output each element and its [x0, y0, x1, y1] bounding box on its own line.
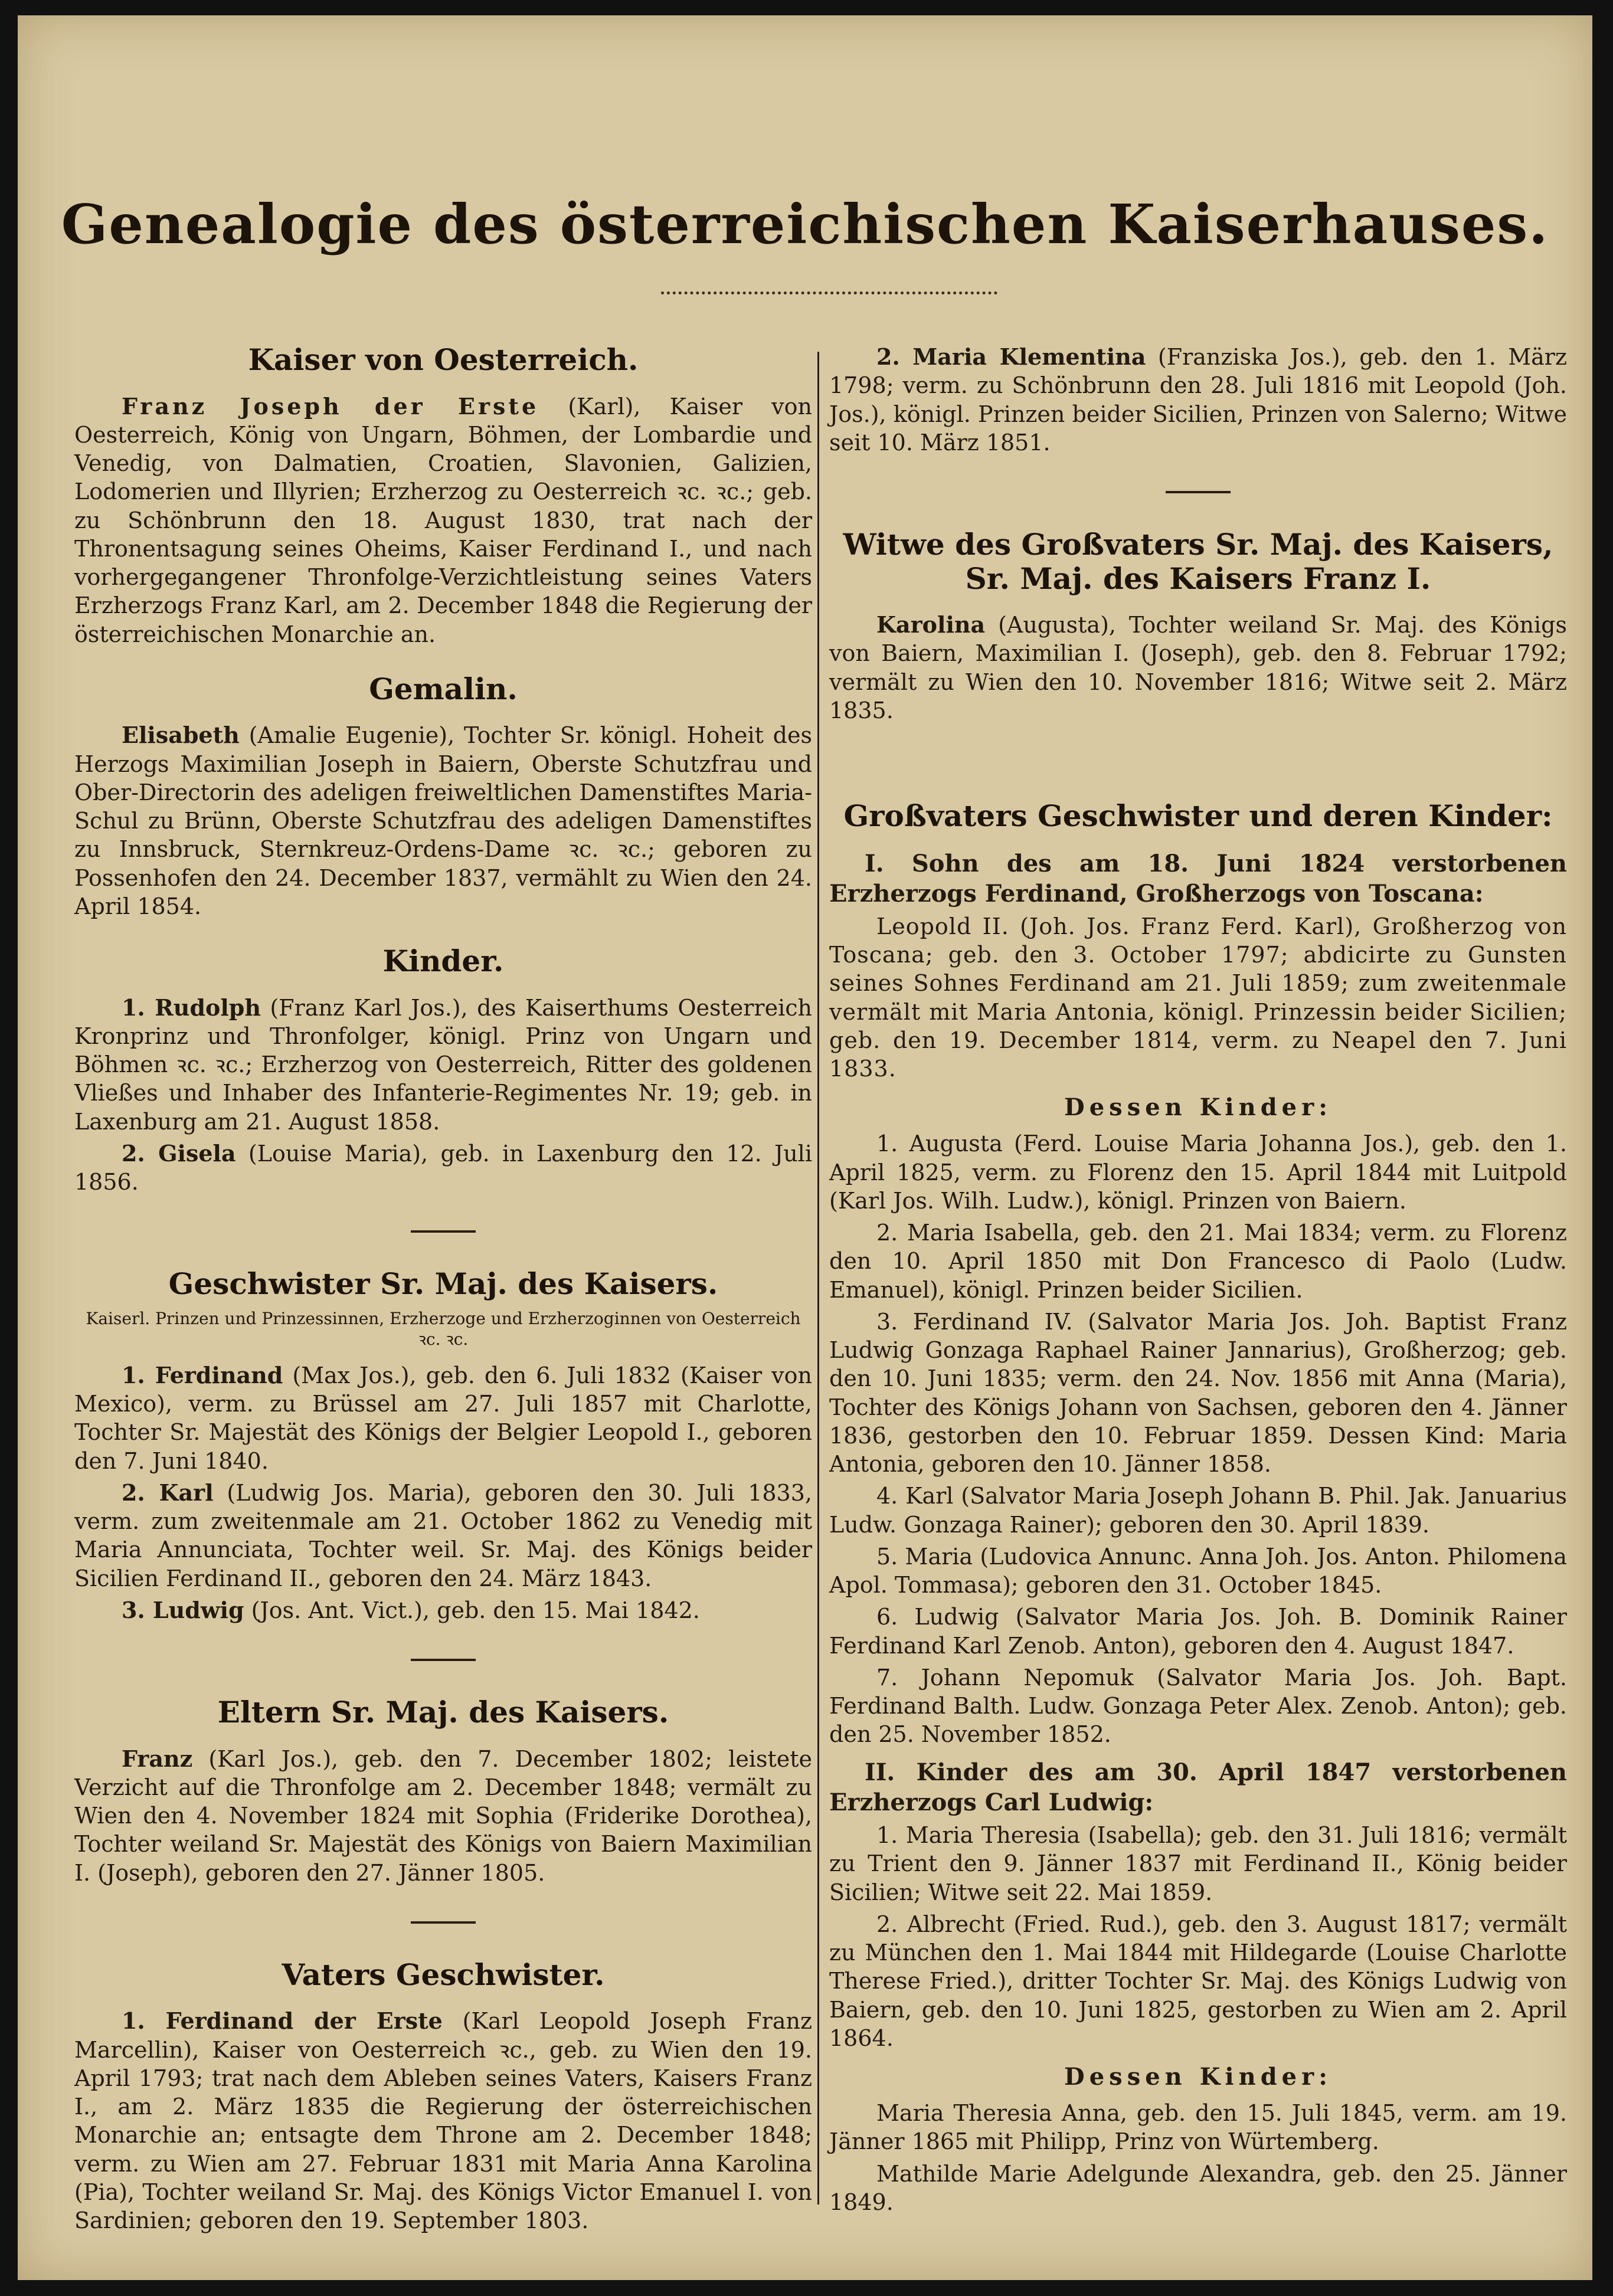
list-item-toscana: 6. Ludwig (Salvator Maria Jos. Joh. B. Dominik Rainer Ferdinand Karl Zenob. Anton), geboren den 4. August 1847.	[829, 1604, 1567, 1659]
paragraph-kaiser	[74, 392, 812, 648]
list-item-kinder	[74, 1139, 812, 1197]
name-eltern: Franz	[122, 1745, 193, 1772]
text-geschwister: (Ludwig Jos. Maria), geboren den 30. Juli 1833, verm. zum zweitenmale am 21. October 1862 zu Venedig mit Maria Annunciata, Tochter weil. Sr. Maj. des Königs beider Sicilien Ferdinand II., geboren den 24. März 1843.	[74, 1479, 812, 1591]
text-ferdinand: (Karl Leopold Joseph Franz Marcellin), Kaiser von Oesterreich ꝛc., geb. zu Wien den 19. April 1793; trat nach dem Ableben seines Vaters, Kaisers Franz I., am 2. März 1835 die Regierung der österreichischen Monarchie an; entsagte dem Throne am 2. December 1848; verm. zu Wien am 27. Februar 1831 mit Maria Anna Karolina (Pia), Tochter weiland Sr. Maj. des Königs Victor Emanuel I. von Sardinien; geboren den 19. September 1803.	[74, 2008, 812, 2233]
paragraph-eltern	[74, 1745, 812, 1887]
list-item-carl-ludwig: 1. Maria Theresia (Isabella); geb. den 31. Juli 1816; vermält zu Trient den 9. Jänner 1837 mit Ferdinand II., König beider Sicilien; Witwe seit 22. Mai 1859.	[829, 1822, 1567, 1905]
title-divider	[661, 291, 997, 294]
section-rule	[411, 1659, 476, 1661]
name-gemalin: Elisabeth	[122, 722, 240, 749]
paragraph-witwe	[829, 611, 1567, 725]
spacer	[829, 728, 1567, 799]
heading-grossvaters: Großvaters Geschwister und deren Kinder:	[843, 798, 1553, 833]
name-geschwister: 1. Ferdinand	[122, 1361, 283, 1388]
lead-carl-ludwig: II. Kinder des am 30. April 1847 verstorbenen Erzherzogs Carl Ludwig:	[829, 1758, 1567, 1816]
list-item-albrecht: Mathilde Marie Adelgunde Alexandra, geb. den 25. Jänner 1849.	[829, 2160, 1567, 2215]
newspaper-page	[18, 15, 1592, 2280]
text-geschwister: (Max Jos.), geb. den 6. Juli 1832 (Kaiser von Mexico), verm. zu Brüssel am 27. Juli 1857 mit Charlotte, Tochter Sr. Majestät des Königs der Belgier Leopold I., geboren den 7. Juni 1840.	[74, 1362, 812, 1474]
text-geschwister: (Jos. Ant. Vict.), geb. den 15. Mai 1842.	[251, 1597, 700, 1623]
name-kind: 2. Gisela	[122, 1139, 236, 1167]
list-item-geschwister	[74, 1361, 812, 1475]
name-karolina: Karolina	[876, 611, 986, 638]
text-klementina: (Franziska Jos.), geb. den 1. März 1798; verm. zu Schönbrunn den 28. Juli 1816 mit Leopold (Joh. Jos.), königl. Prinzen beider Sicilien, Prinzen von Salerno; Witwe seit 10. März 1851.	[829, 344, 1567, 456]
subheading-geschwister: Kaiserl. Prinzen und Prinzessinnen, Erzherzoge und Erzherzoginnen von Oesterreich ꝛc. ꝛc.	[86, 1308, 801, 1349]
text-eltern: (Karl Jos.), geb. den 7. December 1802; leistete Verzicht auf die Thronfolge am 2. December 1848; vermält zu Wien den 4. November 1824 mit Sophia (Friderike Dorothea), Tochter weiland Sr. Majestät des Königs von Baiern Maximilian I. (Joseph), geboren den 27. Jänner 1805.	[74, 1745, 812, 1886]
name-klementina: 2. Maria Klementina	[876, 343, 1146, 370]
paragraph-leopold: Leopold II. (Joh. Jos. Franz Ferd. Karl), Großherzog von Toscana; geb. den 3. October 1797; abdicirte zu Gunsten seines Sohnes Ferdinand am 21. Juli 1859; zum zweitenmale vermält mit Maria Antonia, königl. Prinzessin beider Sicilien; geb. den 19. December 1814, verm. zu Neapel den 7. Juni 1833.	[829, 913, 1567, 1082]
heading-witwe: Witwe des Großvaters Sr. Maj. des Kaisers, Sr. Maj. des Kaisers Franz I.	[843, 527, 1553, 596]
heading-kaiser: Kaiser von Oesterreich.	[248, 342, 639, 377]
lead-sohn: I. Sohn des am 18. Juni 1824 verstorbenen Erzherzogs Ferdinand, Großherzogs von Toscana:	[829, 849, 1567, 908]
heading-dessen-kinder: Dessen Kinder:	[1064, 1093, 1332, 1122]
heading-dessen-kinder: Dessen Kinder:	[1064, 2063, 1332, 2091]
section-rule	[411, 1921, 476, 1924]
list-item-geschwister	[74, 1596, 812, 1624]
list-item-toscana: 3. Ferdinand IV. (Salvator Maria Jos. Joh. Baptist Franz Ludwig Gonzaga Raphael Rainer Jannarius), Großherzog; geb. den 10. Juni 1835; verm. den 24. Nov. 1856 mit Anna (Maria), Tochter des Königs Johann von Sachsen, geboren den 4. Jänner 1836, gestorben den 10. Februar 1859. Dessen Kind: Maria Antonia, geboren den 10. Jänner 1858.	[829, 1308, 1567, 1478]
list-item-kinder	[74, 994, 812, 1136]
list-item-carl-ludwig: 2. Albrecht (Fried. Rud.), geb. den 3. August 1817; vermält zu München den 1. Mai 1844 mit Hildegarde (Louise Charlotte Therese Fried.), dritter Tochter Sr. Maj. des Königs Ludwig von Baiern, geb. den 10. Juni 1825, gestorben zu Wien am 2. April 1864.	[829, 1911, 1567, 2051]
text-kaiser: (Karl), Kaiser von Oesterreich, König von Ungarn, Böhmen, der Lombardie und Venedig, von Dalmatien, Croatien, Slavonien, Galizien, Lodomerien und Illyrien; Erzherzog zu Oesterreich ꝛc. ꝛc.; geb. zu Schönbrunn den 18. August 1830, trat nach der Thronentsagung seines Oheims, Kaiser Ferdinand I., und nach vorhergegangener Thronfolge-Verzichtleistung seines Vaters Erzherzogs Franz Karl, am 2. December 1848 die Regierung der österreichischen Monarchie an.	[74, 393, 812, 647]
list-item-toscana: 1. Augusta (Ferd. Louise Maria Johanna Jos.), geb. den 1. April 1825, verm. zu Florenz den 15. April 1844 mit Luitpold (Karl Jos. Wilh. Ludw.), königl. Prinzen von Baiern.	[829, 1131, 1567, 1214]
list-item-geschwister	[74, 1479, 812, 1593]
heading-eltern: Eltern Sr. Maj. des Kaisers.	[217, 1695, 669, 1730]
paragraph-gemalin	[74, 721, 812, 921]
list-item-toscana: 2. Maria Isabella, geb. den 21. Mai 1834; verm. zu Florenz den 10. April 1850 mit Don Francesco di Paolo (Ludw. Emanuel), königl. Prinzen beider Sicilien.	[829, 1220, 1567, 1303]
text-gemalin: (Amalie Eugenie), Tochter Sr. königl. Hoheit des Herzogs Maximilian Joseph in Baiern, Oberste Schutzfrau und Ober-Directorin des adeligen freiweltlichen Damenstiftes Maria-Schul zu Brünn, Oberste Schutzfrau des adeligen Damenstiftes zu Innsbruck, Sternkreuz-Ordens-Dame ꝛc. ꝛc.; geboren zu Possenhofen den 24. December 1837, vermählt zu Wien den 24. April 1854.	[74, 722, 812, 919]
name-kaiser: Franz Joseph der Erste	[122, 392, 539, 420]
list-item-albrecht: Maria Theresia Anna, geb. den 15. Juli 1845, verm. am 19. Jänner 1865 mit Philipp, Prinz von Würtemberg.	[829, 2100, 1567, 2155]
section-rule	[1166, 491, 1231, 493]
text-karolina: (Augusta), Tochter weiland Sr. Maj. des Königs von Baiern, Maximilian I. (Joseph), geb. den 8. Februar 1792; vermält zu Wien den 10. November 1816; Witwe seit 2. März 1835.	[829, 612, 1567, 723]
heading-geschwister: Geschwister Sr. Maj. des Kaisers.	[168, 1266, 718, 1302]
section-rule	[411, 1230, 476, 1233]
list-item-toscana: 7. Johann Nepomuk (Salvator Maria Jos. Joh. Bapt. Ferdinand Balth. Ludw. Gonzaga Peter Alex. Zenob. Anton); geb. den 25. November 1852.	[829, 1664, 1567, 1748]
name-kind: 1. Rudolph	[122, 994, 261, 1021]
heading-kinder: Kinder.	[382, 944, 504, 978]
heading-gemalin: Gemalin.	[369, 671, 518, 706]
paragraph-vaters-geschwister	[74, 2007, 812, 2235]
paragraph-klementina	[829, 343, 1567, 457]
text-kind: (Franz Karl Jos.), des Kaiserthums Oesterreich Kronprinz und Thronfolger, königl. Prinz von Ungarn und Böhmen ꝛc. ꝛc.; Erzherzog von Oesterreich, Ritter des goldenen Vließes und Inhaber des Infanterie-Regimentes Nr. 19; geb. in Laxenburg am 21. August 1858.	[74, 994, 812, 1135]
list-item-toscana: 5. Maria (Ludovica Annunc. Anna Joh. Jos. Anton. Philomena Apol. Tommasa); geboren den 31. October 1845.	[829, 1543, 1567, 1599]
heading-vaters-geschwister: Vaters Geschwister.	[282, 1957, 605, 1992]
list-item-toscana: 4. Karl (Salvator Maria Joseph Johann B. Phil. Jak. Januarius Ludw. Gonzaga Rainer); geboren den 30. April 1839.	[829, 1483, 1567, 1538]
name-geschwister: 3. Ludwig	[122, 1596, 244, 1623]
left-column	[74, 343, 812, 2238]
name-ferdinand: 1. Ferdinand der Erste	[122, 2007, 443, 2035]
page-title: Genealogie des österreichischen Kaiserhauses.	[61, 192, 1549, 256]
column-divider	[817, 352, 819, 2205]
name-geschwister: 2. Karl	[122, 1479, 214, 1506]
text-kind: (Louise Maria), geb. in Laxenburg den 12. Juli 1856.	[74, 1140, 812, 1195]
right-column	[829, 343, 1567, 2220]
